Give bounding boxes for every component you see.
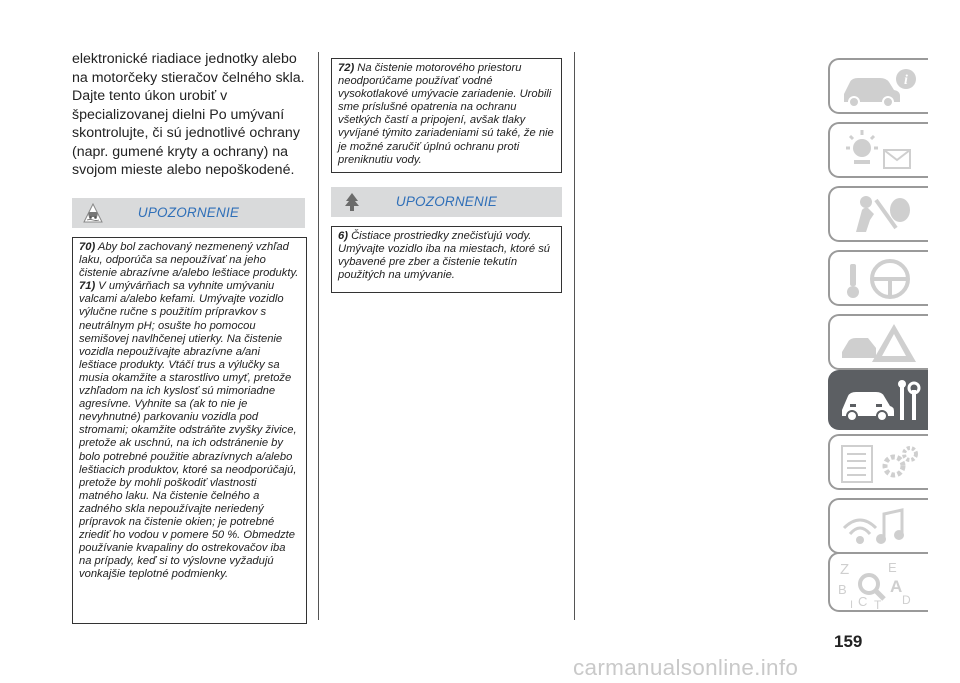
- note-text: Čistiace prostriedky znečisťujú vody. Umývajte vozidlo iba na miestach, ktoré sú vybavené pre zber a čistenie tekutín použitých na umývanie.: [338, 230, 551, 282]
- index-search-icon: [836, 558, 924, 610]
- environment-note-box: [331, 226, 562, 293]
- warning-title: UPOZORNENIE: [137, 205, 240, 220]
- intro-text: elektronické riadiace jednotky alebo na motorčeky stieračov čelného skla. Dajte tento úkon urobiť v špecializovanej dielni Po umývaní skontrolujte, či sú jednotlivé ochrany (napr. gumené kryty a ochrany) na svojom mieste alebo nepoškodené.: [72, 51, 305, 178]
- note-72: [338, 62, 556, 167]
- multimedia-music-icon: [836, 504, 924, 550]
- tab-starting-driving[interactable]: [828, 250, 928, 306]
- column-divider: [318, 52, 319, 620]
- note-number: 72): [338, 62, 355, 74]
- tab-car-info[interactable]: [828, 58, 928, 114]
- tab-seats-airbags[interactable]: [828, 186, 928, 242]
- note-text: V umývárňach sa vyhnite umývaniu valcami a/alebo kefami. Umývajte vozidlo výlučne ručne s použitím prípravkov s neutrálnym pH; osušte ho pomocou semišovej navlhčenej utierky. Na čistenie vozidla nepoužívajte abrazívne a/ani leštiace produkty. Vtáčí trus a výlučky sa musia okamžite a starostlivo umyť, pretože vzhľadom na ich kyslosť sú mimoriadne agresívne. Vyhnite sa (ak to nie je nevyhnutné) parkovaniu vozidla pod stromami; okamžite odstráňte zvyšky živice, pretože ak uschnú, na ich odstránenie by bolo potrebné použitie abrazívnych a/alebo leštiacich produktov, ktoré sa neodporúčajú, pretože by mohli poškodiť vlastnosti matného laku. Na čistenie čelného a zadného skla nepoužívajte neriedený prípravok na čistenie okien; je potrebné zriediť ho vodou v pomere 50 %. Obmedzte používanie kvapaliny do ostrekovačov iba na prípady, keď si to výslovne vyžadujú vonkajšie teplotné podmienky.: [79, 280, 297, 581]
- warning-header-left: [72, 198, 305, 228]
- tab-index[interactable]: [828, 552, 928, 612]
- intro-paragraph: [72, 50, 308, 180]
- column-divider: [574, 52, 575, 620]
- seat-airbag-icon: [836, 192, 924, 238]
- index-letter: A: [890, 577, 903, 596]
- warning-notes-box-left: [72, 237, 307, 624]
- warning-notes-box-middle: [331, 58, 562, 173]
- tab-multimedia[interactable]: [828, 498, 928, 554]
- note-71: [79, 280, 301, 581]
- specifications-gear-icon: [836, 440, 924, 486]
- index-letter: Z: [840, 561, 850, 578]
- tab-technical-data[interactable]: [828, 434, 928, 490]
- note-number: 70): [79, 241, 96, 253]
- tab-maintenance[interactable]: [828, 370, 928, 430]
- svg-text:i: i: [904, 73, 908, 88]
- car-wrench-icon: [836, 376, 924, 426]
- index-letter: I: [850, 599, 854, 610]
- index-letter: C: [858, 594, 868, 609]
- lights-and-message-icon: [836, 128, 924, 174]
- watermark-url: carmanualsonline.info: [573, 655, 799, 680]
- warning-header-middle: [331, 187, 562, 217]
- tab-lights-messages[interactable]: [828, 122, 928, 178]
- page-number: 159: [834, 632, 863, 651]
- note-text: Aby bol zachovaný nezmenený vzhľad laku, odporúča sa nepoužívať na jeho čistenie abrazívne a/alebo leštiace produkty.: [79, 241, 299, 280]
- note-number: 6): [338, 230, 348, 242]
- note-70: [79, 241, 301, 280]
- warning-triangle-car-icon: [836, 320, 924, 366]
- key-steering-wheel-icon: [836, 256, 924, 302]
- note-6: [338, 230, 556, 282]
- car-info-icon: [836, 64, 924, 110]
- index-letter: T: [874, 598, 882, 610]
- index-letter: B: [838, 582, 847, 597]
- index-letter: E: [888, 560, 897, 575]
- note-text: Na čistenie motorového priestoru neodporúčame používať vodné vysokotlakové umývacie zariadenie. Urobili sme príslušné opatrenia na ochranu všetkých častí a pripojení, avšak tlaky vyvíjané týmito zariadeniami sú také, že nie je možné zaručiť úplnú ochranu proti preniknutiu vody.: [338, 62, 554, 166]
- note-number: 71): [79, 280, 96, 293]
- index-letter: D: [902, 593, 911, 607]
- warning-title: UPOZORNENIE: [395, 194, 498, 209]
- tab-emergency[interactable]: [828, 314, 928, 370]
